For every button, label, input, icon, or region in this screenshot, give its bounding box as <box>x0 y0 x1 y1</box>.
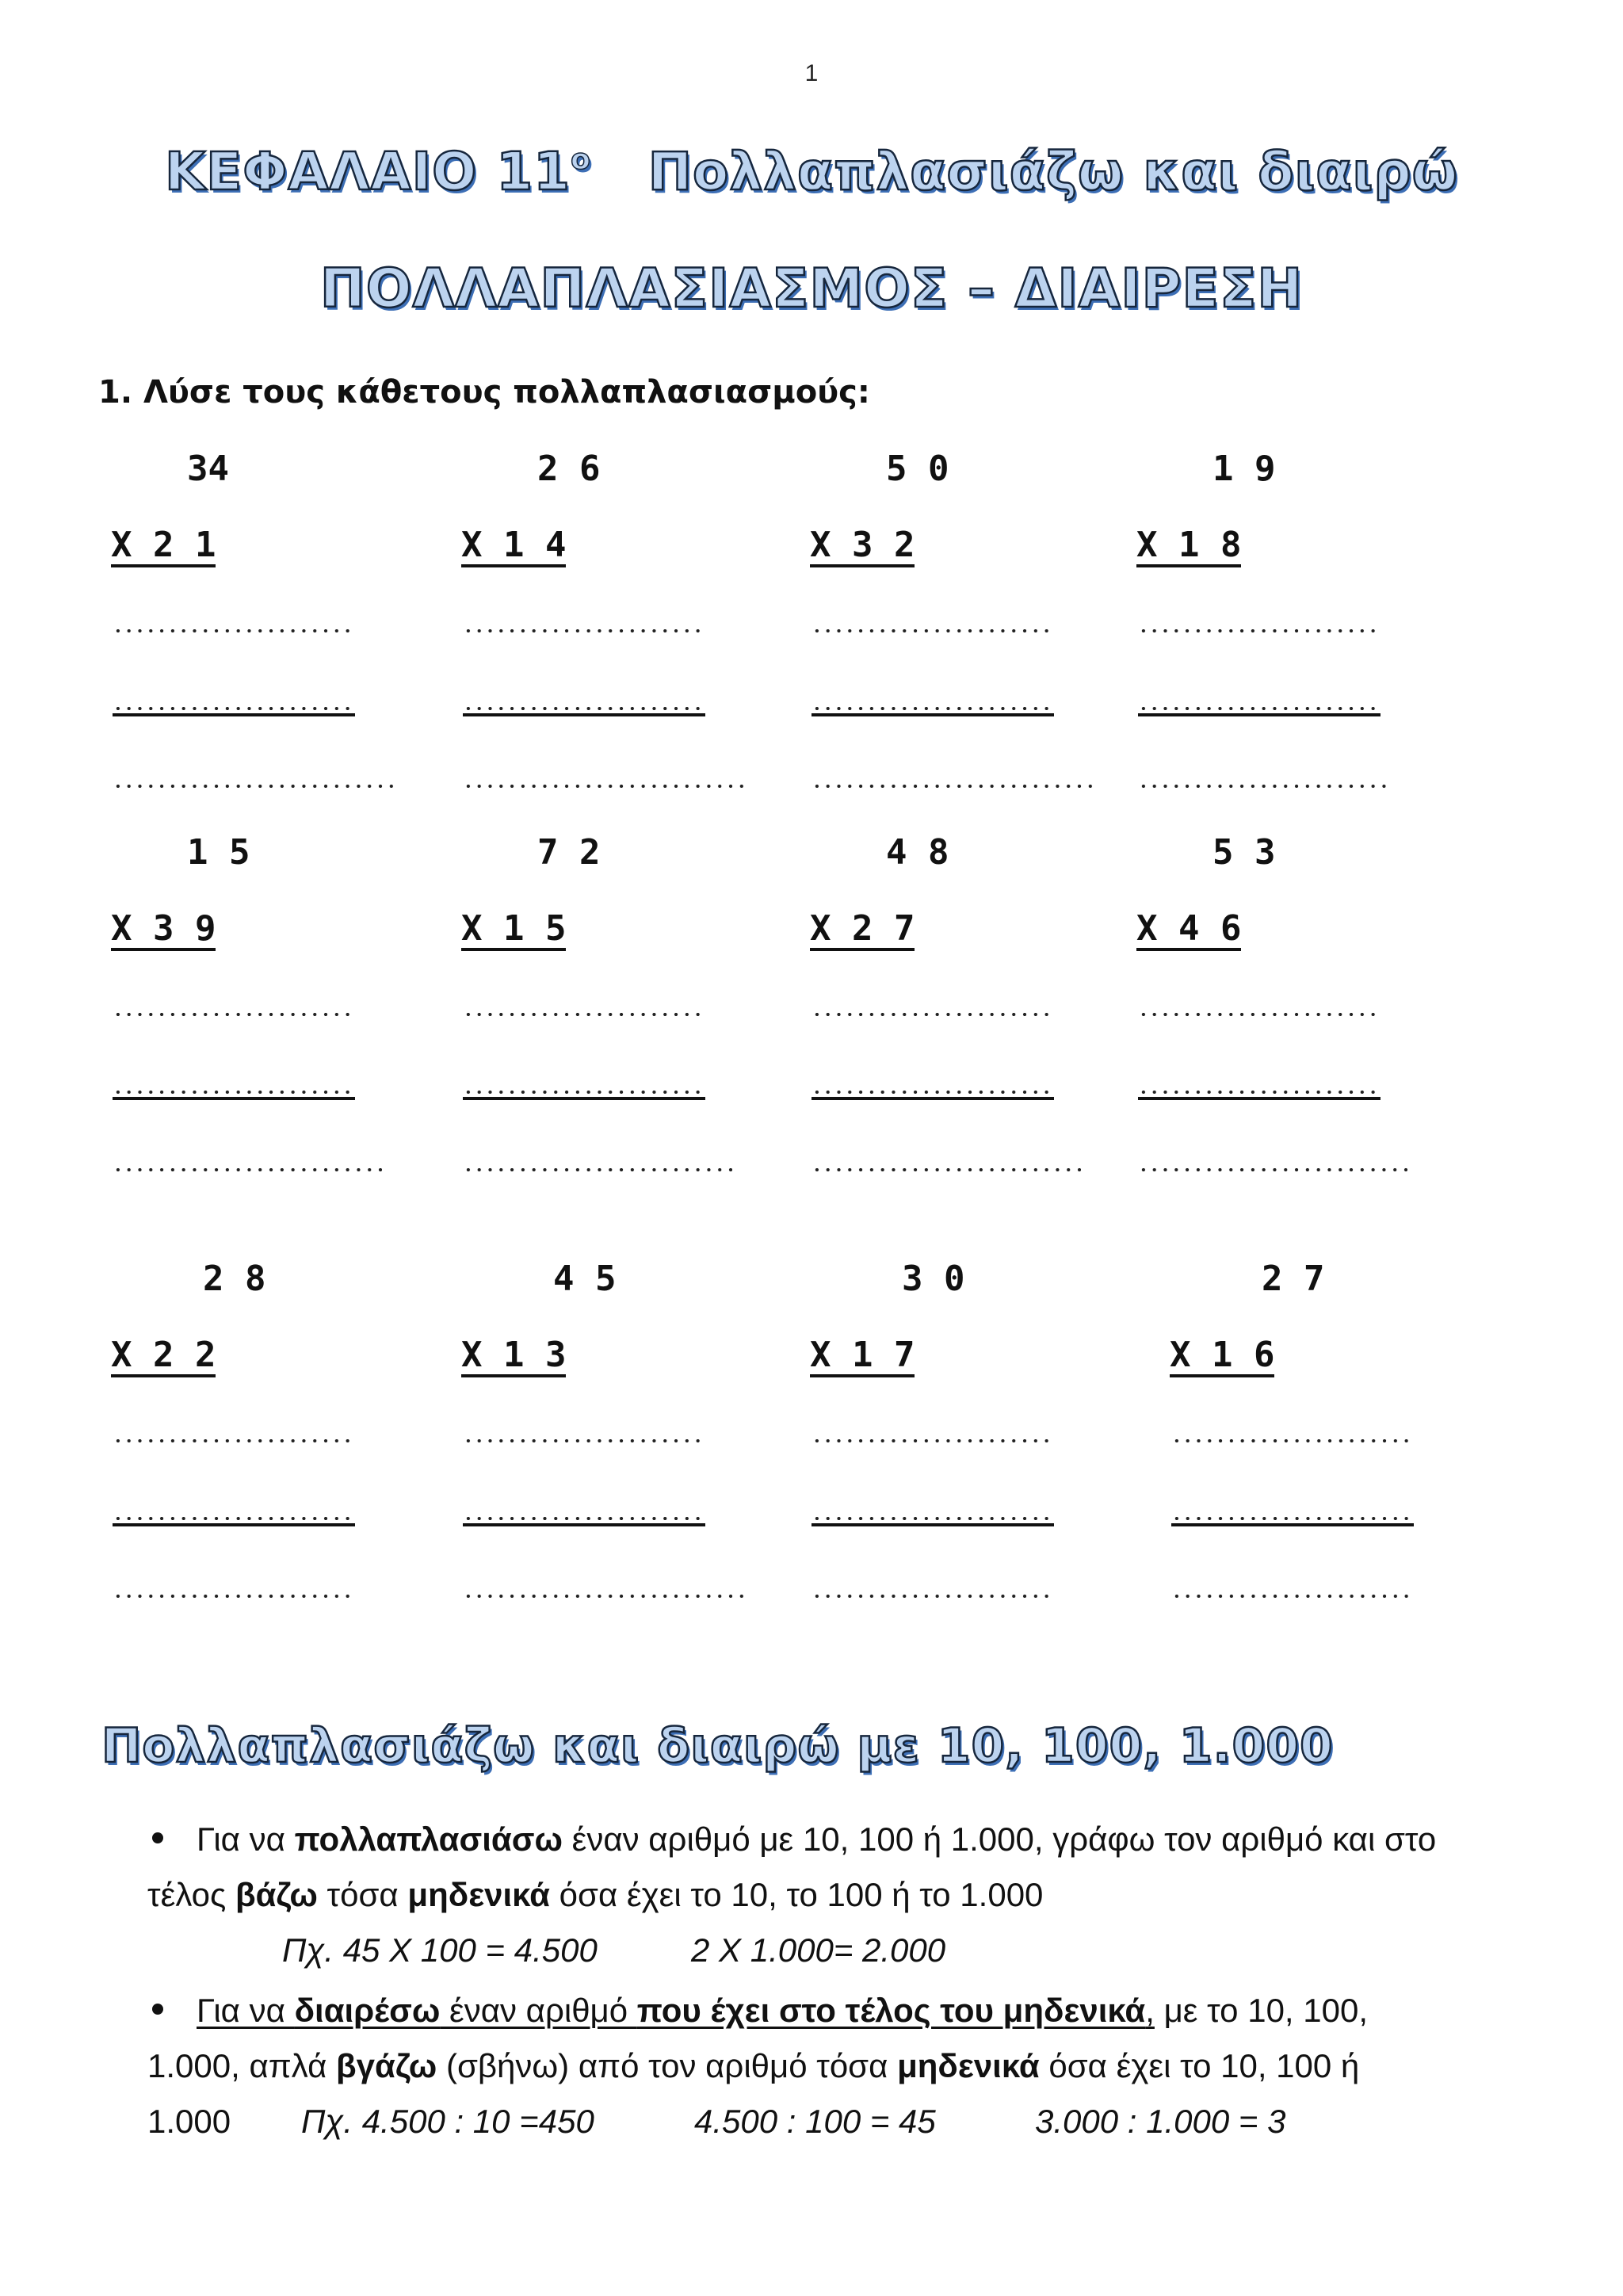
section-title: ΠΟΛΛΑΠΛΑΣΙΑΣΜΟΣ – ΔΙΑΙΡΕΣΗ <box>319 258 1304 320</box>
answer-dotted-line[interactable] <box>113 707 355 716</box>
answer-dotted-line[interactable] <box>1138 707 1381 716</box>
answer-dotted-line[interactable] <box>463 707 705 716</box>
answer-dotted-line[interactable] <box>1171 1517 1414 1526</box>
section-2-title: Πολλαπλασιάζω και διαιρώ με 10, 100, 1.000 <box>101 1718 1334 1774</box>
multiplicand: 5 3 <box>1212 832 1276 873</box>
bold-text: μηδενικά <box>407 1876 551 1913</box>
answer-dotted-line[interactable] <box>812 1168 1081 1171</box>
multiplier: X 1 6 <box>1170 1338 1274 1377</box>
answer-dotted-line[interactable] <box>1138 1013 1381 1016</box>
multiplier: X 3 9 <box>111 911 216 951</box>
answer-dotted-line[interactable] <box>812 1091 1054 1100</box>
text: (σβήνω) από τον αριθμό τόσα <box>437 2047 898 2084</box>
answer-dotted-line[interactable] <box>812 1595 1049 1598</box>
bold-text: βγάζω <box>336 2047 437 2084</box>
multiplier: X 2 2 <box>111 1338 216 1377</box>
answer-dotted-line[interactable] <box>463 1168 732 1171</box>
bullet-2-example-3: 3.000 : 1.000 = 3 <box>1035 2103 1286 2140</box>
multiplier: X 1 8 <box>1136 528 1241 567</box>
answer-dotted-line[interactable] <box>1138 1091 1381 1100</box>
chapter-title-rest: Πολλαπλασιάζω και διαιρώ <box>647 141 1458 202</box>
bold-text: βάζω <box>235 1876 318 1913</box>
answer-dotted-line[interactable] <box>463 629 705 632</box>
bullet-2-line-2 <box>147 2047 1360 2084</box>
answer-dotted-line[interactable] <box>113 629 355 632</box>
underlined-bold-text: διαιρέσω <box>294 1992 441 2029</box>
answer-dotted-line[interactable] <box>1138 1168 1407 1171</box>
multiplier: X 1 3 <box>461 1338 566 1377</box>
multiplicand: 34 <box>187 449 229 489</box>
chapter-title <box>0 141 1623 202</box>
answer-dotted-line[interactable] <box>812 629 1054 632</box>
bullet-2-line-3: 1.000 <box>147 2103 231 2140</box>
multiplier: X 1 5 <box>461 911 566 951</box>
text: Για να <box>197 1820 295 1858</box>
answer-dotted-line[interactable] <box>113 1168 382 1171</box>
page-number: 1 <box>804 60 819 86</box>
text: 1.000, απλά <box>147 2047 337 2084</box>
multiplicand: 7 2 <box>537 832 601 873</box>
bullet-1-example-2: 2 X 1.000= 2.000 <box>691 1931 946 1969</box>
answer-dotted-line[interactable] <box>1171 1595 1409 1598</box>
bullet-2-example-2: 4.500 : 100 = 45 <box>694 2103 936 2140</box>
answer-dotted-line[interactable] <box>812 1439 1054 1442</box>
answer-dotted-line[interactable] <box>463 785 748 788</box>
bullet-1 <box>152 1832 163 1843</box>
answer-dotted-line[interactable] <box>113 1013 355 1016</box>
answer-dotted-line[interactable] <box>1138 785 1390 788</box>
underlined-text: έναν αριθμό <box>440 1992 637 2029</box>
multiplicand: 2 7 <box>1262 1259 1325 1299</box>
multiplier: X 3 2 <box>810 528 915 567</box>
answer-dotted-line[interactable] <box>463 1517 705 1526</box>
answer-dotted-line[interactable] <box>113 1091 355 1100</box>
bold-text: πολλαπλασιάσω <box>294 1820 563 1858</box>
answer-dotted-line[interactable] <box>812 1013 1054 1016</box>
multiplicand: 4 5 <box>553 1259 617 1299</box>
answer-dotted-line[interactable] <box>113 1595 350 1598</box>
answer-dotted-line[interactable] <box>463 1013 705 1016</box>
multiplier: X 1 7 <box>810 1338 915 1377</box>
multiplicand: 2 8 <box>203 1259 266 1299</box>
multiplier: X 4 6 <box>1136 911 1241 951</box>
multiplier: X 2 7 <box>810 911 915 951</box>
multiplicand: 2 6 <box>537 449 601 489</box>
answer-dotted-line[interactable] <box>812 707 1054 716</box>
text: έναν αριθμό με 10, 100 ή 1.000, γράφω τον αριθμό και στο <box>562 1820 1437 1858</box>
text: όσα έχει το 10, το 100 ή το 1.000 <box>550 1876 1044 1913</box>
chapter-title-superscript: ο <box>571 143 591 176</box>
answer-dotted-line[interactable] <box>463 1595 748 1598</box>
bullet-2-example-1: Πχ. 4.500 : 10 =450 <box>301 2103 594 2140</box>
bold-text: μηδενικά <box>897 2047 1040 2084</box>
exercise-1-title: 1. Λύσε τους κάθετους πολλαπλασιασμούς: <box>98 374 870 411</box>
multiplicand: 1 5 <box>187 832 250 873</box>
bullet-2-line-1 <box>197 1994 1368 2027</box>
bullet-2 <box>152 2004 163 2015</box>
answer-dotted-line[interactable] <box>1171 1439 1414 1442</box>
multiplicand: 3 0 <box>902 1259 965 1299</box>
answer-dotted-line[interactable] <box>812 785 1097 788</box>
multiplier: X 2 1 <box>111 528 216 567</box>
bullet-1-line-1 <box>197 1820 1437 1858</box>
answer-dotted-line[interactable] <box>463 1091 705 1100</box>
text: τέλος <box>147 1876 235 1913</box>
text: όσα έχει το 10, 100 ή <box>1039 2047 1360 2084</box>
underlined-bold-text: που έχει στο τέλος του μηδενικά <box>636 1992 1146 2029</box>
answer-dotted-line[interactable] <box>463 1439 705 1442</box>
underlined-text: , <box>1145 1992 1155 2029</box>
underlined-text: Για να <box>197 1992 295 2029</box>
text: με το 10, 100, <box>1154 1992 1369 2029</box>
text: τόσα <box>317 1876 408 1913</box>
answer-dotted-line[interactable] <box>1138 629 1381 632</box>
answer-dotted-line[interactable] <box>113 1517 355 1526</box>
chapter-title-main: ΚΕΦΑΛΑΙΟ 11 <box>165 141 571 202</box>
answer-dotted-line[interactable] <box>812 1517 1054 1526</box>
multiplicand: 4 8 <box>886 832 949 873</box>
multiplicand: 1 9 <box>1212 449 1276 489</box>
answer-dotted-line[interactable] <box>113 785 398 788</box>
multiplicand: 5 0 <box>886 449 949 489</box>
bullet-1-example-1: Πχ. 45 X 100 = 4.500 <box>282 1931 598 1969</box>
multiplier: X 1 4 <box>461 528 566 567</box>
answer-dotted-line[interactable] <box>113 1439 355 1442</box>
bullet-1-line-2 <box>147 1878 1043 1912</box>
